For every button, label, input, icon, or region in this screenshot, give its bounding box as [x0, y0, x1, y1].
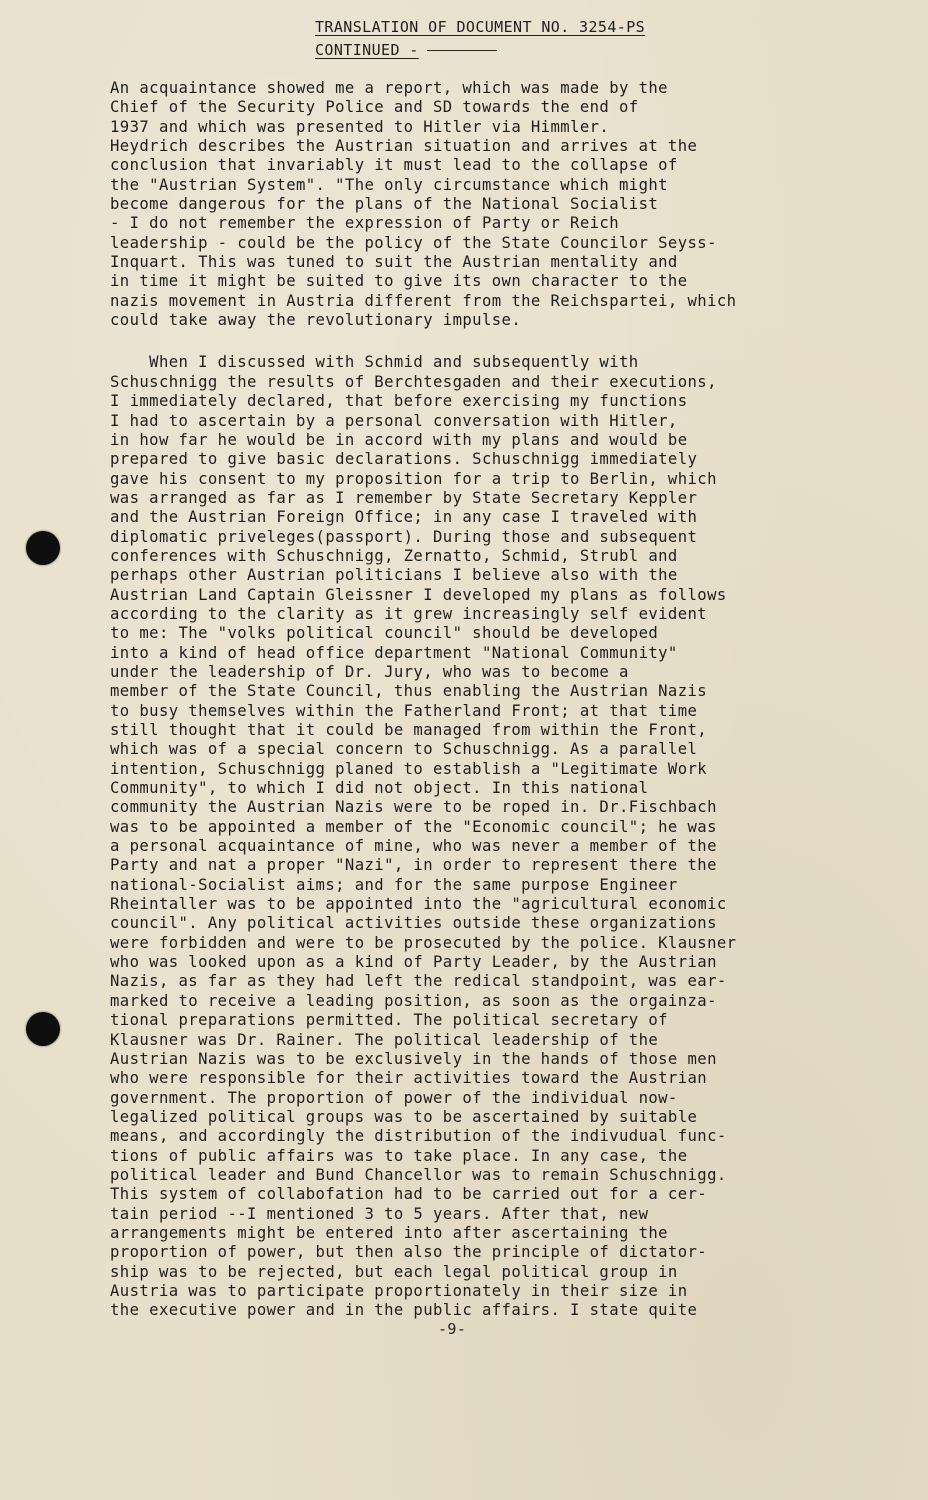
text-line: Klausner was Dr. Rainer. The political leadership of the [110, 1030, 659, 1049]
header-continued: CONTINUED - [315, 41, 419, 59]
text-line: 1937 and which was presented to Hitler via Himmler. [110, 117, 610, 136]
text-line: Nazis, as far as they had left the redical standpoint, was ear- [110, 972, 727, 991]
text-line: Austria was to participate proportionately in their size in [110, 1281, 688, 1300]
punch-hole [26, 531, 60, 565]
paragraph [110, 79, 870, 330]
text-line: the "Austrian System". "The only circumstance which might [110, 175, 668, 194]
text-line: a personal acquaintance of mine, who was never a member of the [110, 837, 717, 856]
text-line: I immediately declared, that before exercising my functions [110, 392, 688, 411]
text-line: diplomatic priveleges(passport). During those and subsequent [110, 527, 698, 546]
text-line: member of the State Council, thus enabling the Austrian Nazis [110, 682, 708, 701]
text-line: When I discussed with Schmid and subsequently with [110, 353, 639, 372]
text-line: still thought that it could be managed from within the Front, [110, 721, 708, 739]
document-header [315, 16, 735, 62]
text-line: to me: The "volks political council" should be developed [110, 624, 659, 643]
text-line: could take away the revolutionary impulse. [110, 311, 522, 330]
text-line: was arranged as far as I remember by State Secretary Keppler [110, 488, 698, 507]
text-line: was to be appointed a member of the "Economic council"; he was [110, 817, 717, 836]
document-body [110, 79, 870, 1321]
text-line: according to the clarity as it grew increasingly self evident [110, 604, 708, 623]
page-number: -9- [438, 1320, 467, 1338]
text-line: leadership - could be the policy of the State Councilor Seyss- [110, 233, 717, 252]
header-rule [427, 50, 497, 51]
text-line: become dangerous for the plans of the National Socialist [110, 195, 659, 214]
text-line: government. The proportion of power of the individual now- [110, 1088, 678, 1107]
text-line: perhaps other Austrian politicians I believe also with the [110, 566, 678, 585]
text-line: Party and nat a proper "Nazi", in order to represent there the [110, 856, 717, 875]
text-line: community the Austrian Nazis were to be roped in. Dr.Fischbach [110, 798, 717, 817]
paragraph [110, 353, 870, 1320]
text-line: political leader and Bund Chancellor was to remain Schuschnigg. [110, 1165, 727, 1184]
text-line: gave his consent to my proposition for a trip to Berlin, which [110, 469, 717, 488]
text-line: intention, Schuschnigg planed to establish a "Legitimate Work [110, 759, 708, 778]
text-line: Community", to which I did not object. In this national [110, 779, 649, 798]
text-line: - I do not remember the expression of Party or Reich [110, 214, 619, 233]
text-line: This system of collabofation had to be carried out for a cer- [110, 1185, 708, 1204]
text-line: Schuschnigg the results of Berchtesgaden and their executions, [110, 372, 717, 391]
text-line: who was looked upon as a kind of Party Leader, by the Austrian [110, 953, 717, 972]
text-line: were forbidden and were to be prosecuted by the police. Klausner [110, 933, 737, 952]
text-line: conclusion that invariably it must lead to the collapse of [110, 156, 678, 175]
text-line: ship was to be rejected, but each legal political group in [110, 1262, 678, 1281]
text-line: Heydrich describes the Austrian situation and arrives at the [110, 137, 698, 156]
text-line: tions of public affairs was to take place. In any case, the [110, 1146, 688, 1165]
text-line: proportion of power, but then also the principle of dictator- [110, 1243, 708, 1262]
text-line: Austrian Land Captain Gleissner I developed my plans as follows [110, 585, 727, 604]
text-line: nazis movement in Austria different from the Reichspartei, which [110, 291, 737, 310]
text-line: to busy themselves within the Fatherland Front; at that time [110, 701, 698, 720]
text-line: national-Socialist aims; and for the same purpose Engineer [110, 875, 678, 894]
text-line: prepared to give basic declarations. Schuschnigg immediately [110, 450, 698, 469]
text-line: in time it might be suited to give its own character to the [110, 272, 688, 291]
text-line: which was of a special concern to Schuschnigg. As a parallel [110, 740, 698, 759]
text-line: tain period --I mentioned 3 to 5 years. After that, new [110, 1204, 649, 1223]
text-line: I had to ascertain by a personal conversation with Hitler, [110, 411, 678, 430]
text-line: means, and accordingly the distribution of the indivudual func- [110, 1127, 727, 1146]
text-line: who were responsible for their activities toward the Austrian [110, 1069, 708, 1088]
text-line: under the leadership of Dr. Jury, who was to become a [110, 662, 629, 681]
text-line: arrangements might be entered into after ascertaining the [110, 1223, 668, 1242]
text-line: council". Any political activities outside these organizations [110, 914, 717, 933]
text-line: legalized political groups was to be ascertained by suitable [110, 1107, 698, 1126]
text-line: in how far he would be in accord with my plans and would be [110, 430, 688, 449]
text-line: conferences with Schuschnigg, Zernatto, Schmid, Strubl and [110, 546, 678, 565]
text-line: Chief of the Security Police and SD towards the end of [110, 98, 639, 117]
text-line: Austrian Nazis was to be exclusively in the hands of those men [110, 1049, 717, 1068]
text-line: Rheintaller was to be appointed into the "agricultural economic [110, 895, 727, 914]
text-line: into a kind of head office department "National Community" [110, 643, 678, 662]
text-line: marked to receive a leading position, as soon as the orgainza- [110, 991, 717, 1010]
text-line: Inquart. This was tuned to suit the Austrian mentality and [110, 253, 678, 272]
text-line: the executive power and in the public affairs. I state quite [110, 1301, 698, 1320]
text-line: tional preparations permitted. The political secretary of [110, 1011, 668, 1030]
text-line: An acquaintance showed me a report, which was made by the [110, 79, 668, 97]
header-title: TRANSLATION OF DOCUMENT NO. 3254-PS [315, 18, 646, 36]
text-line: and the Austrian Foreign Office; in any case I traveled with [110, 508, 698, 527]
punch-hole [26, 1012, 60, 1046]
